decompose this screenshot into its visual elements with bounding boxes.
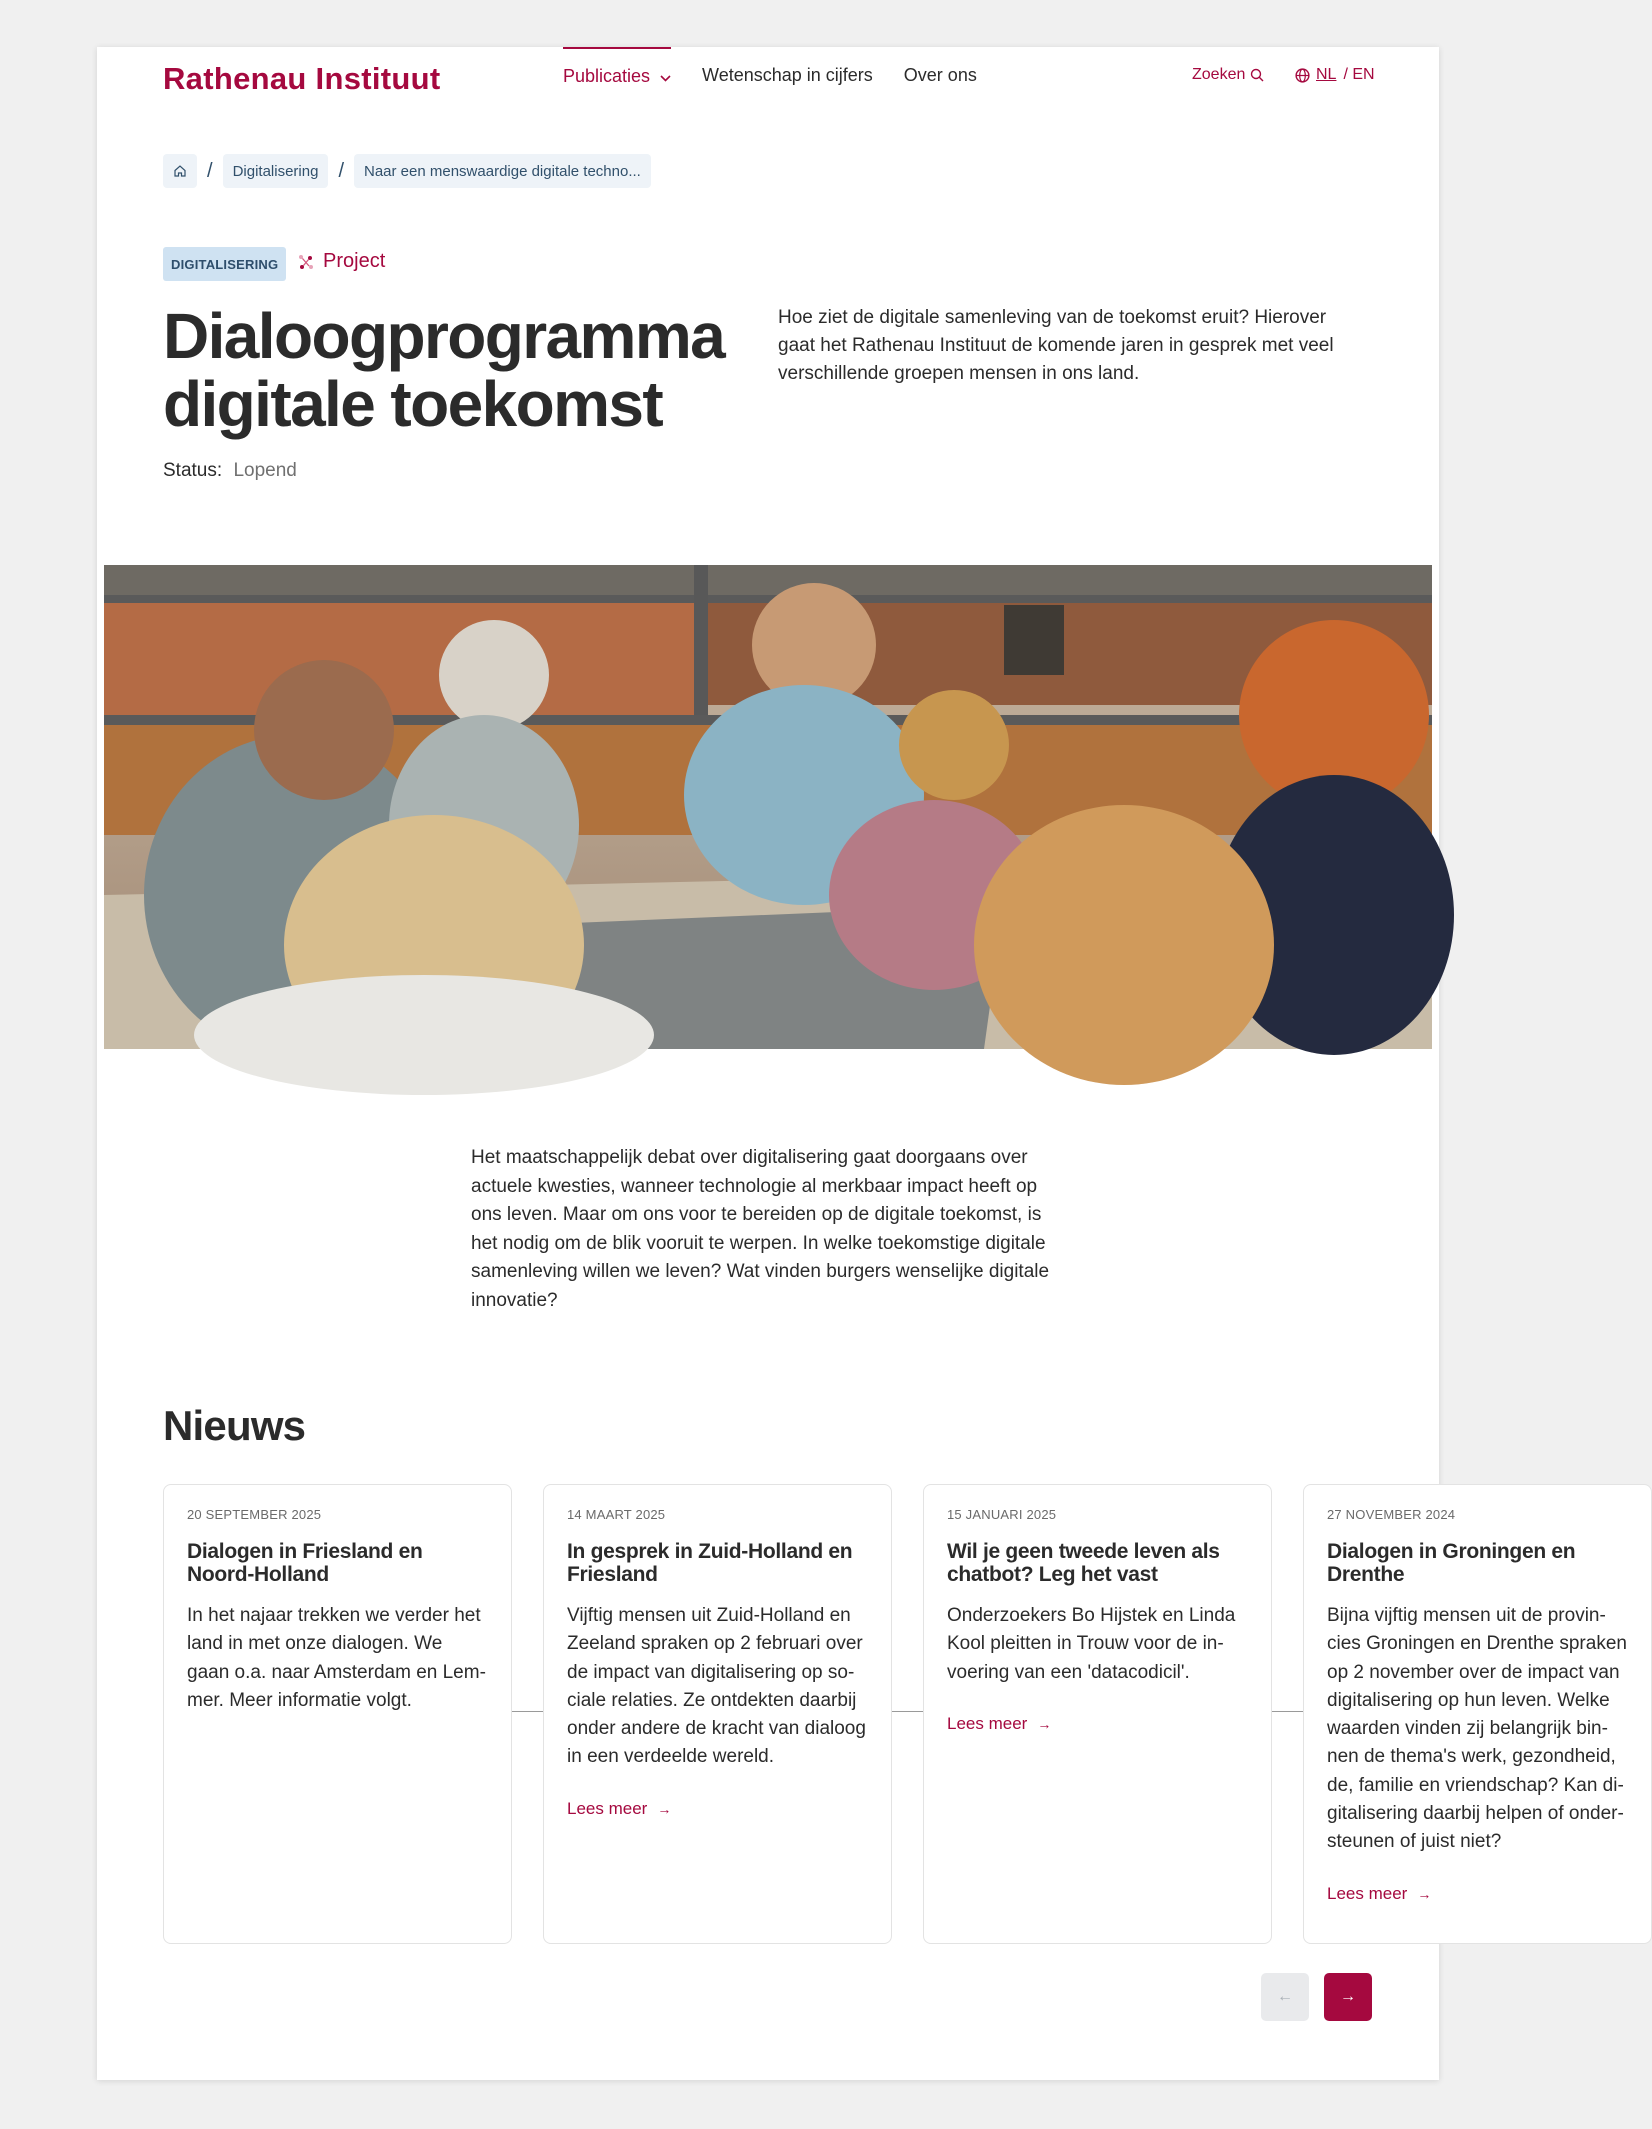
card-date: 20 SEPTEMBER 2025 (187, 1507, 322, 1522)
project-type (297, 250, 385, 273)
card-date: 14 MAART 2025 (567, 1507, 666, 1522)
home-icon (173, 164, 187, 178)
logo[interactable]: Rathenau Instituut (163, 61, 441, 96)
read-more-label: Lees meer (947, 1713, 1028, 1733)
search-label: Zoeken (1192, 66, 1246, 83)
read-more-label: Lees meer (567, 1798, 648, 1818)
news-card[interactable] (1303, 1484, 1652, 1944)
globe-icon (1295, 68, 1310, 83)
arrow-right-icon: → (1417, 1885, 1432, 1902)
card-date: 27 NOVEMBER 2024 (1327, 1507, 1456, 1522)
search-button[interactable] (1192, 66, 1264, 84)
news-heading: Nieuws (163, 1402, 306, 1449)
breadcrumb-separator: / (338, 159, 344, 182)
intro-text: Hoe ziet de digitale samenleving van de toekomst eruit? Hierover gaat het Rathenau Instituut de komende jaren in gesprek met veel verschillende groepen mensen in ons land. (778, 307, 1334, 384)
read-more-link[interactable] (1327, 1884, 1628, 1904)
arrow-right-icon: → (1340, 1988, 1356, 2005)
carousel-next-button[interactable] (1324, 1973, 1372, 2021)
hero-photo-illustration (104, 565, 1432, 1049)
breadcrumb-separator: / (207, 159, 213, 182)
lang-en[interactable]: / EN (1343, 66, 1375, 83)
nav-label: Publicaties (563, 65, 651, 86)
breadcrumb-item-digitalisering[interactable]: Digitalisering (223, 154, 329, 188)
card-text: Vijftig mensen uit Zuid-Holland en Zeeland spraken op 2 februari over de impact van digitalisering op sociale relaties. Ze ontdekten daarbij onder andere de kracht van dialoog in een verdeelde wereld. (567, 1605, 866, 1768)
card-title[interactable]: Dialogen in Friesland en Noord-Holland (187, 1540, 423, 1586)
page (97, 47, 1627, 2080)
news-card[interactable] (163, 1484, 512, 1944)
breadcrumb (163, 154, 651, 188)
status-value: Lopend (233, 460, 297, 481)
read-more-link[interactable] (567, 1799, 868, 1819)
card-title[interactable]: In gesprek in Zuid-Holland en Friesland (567, 1540, 853, 1586)
breadcrumb-home[interactable] (163, 154, 197, 188)
arrow-right-icon: → (657, 1800, 672, 1817)
carousel-prev-button[interactable] (1261, 1973, 1309, 2021)
nav-item-over-ons[interactable]: Over ons (903, 64, 977, 85)
chevron-down-icon (660, 70, 671, 85)
project-type-label: Project (323, 250, 386, 272)
nav-item-wetenschap[interactable]: Wetenschap in cijfers (702, 64, 873, 85)
arrow-left-icon: ← (1277, 1988, 1293, 2005)
card-text: Bijna vijftig mensen uit de provincies Groningen en Drenthe spraken op 2 november over de impact van digitalisering op hun leven. Welke waarden vinden zij belangrijk binnen de thema's werk, gezondheid, de, familie en vriendschap? Kan digitalisering daarbij helpen of ondersteunen of juist niet? (1327, 1605, 1627, 1853)
status (163, 460, 297, 482)
breadcrumb-item-current[interactable]: Naar een menswaardige digitale techno... (354, 154, 651, 188)
page-title: Dialoogprogramma digitale toekomst (163, 300, 725, 440)
status-label: Status: (163, 460, 223, 481)
news-card[interactable] (543, 1484, 892, 1944)
arrow-right-icon: → (1037, 1715, 1052, 1732)
card-text: In het najaar trekken we verder het land in met onze dialogen. We gaan o.a. naar Amsterdam en Lemmer. Meer informatie volgt. (187, 1605, 486, 1711)
nav-item-publicaties[interactable] (563, 47, 671, 103)
card-text: Onderzoekers Bo Hijstek en Linda Kool pleitten in Trouw voor de invoering van een 'datacodicil'. (947, 1605, 1236, 1683)
card-title[interactable]: Dialogen in Groningen en Drenthe (1327, 1540, 1576, 1586)
project-icon (297, 253, 315, 271)
search-icon (1250, 68, 1264, 82)
card-date: 15 JANUARI 2025 (947, 1507, 1057, 1522)
news-card[interactable] (923, 1484, 1272, 1944)
lang-nl[interactable]: NL (1316, 66, 1337, 83)
language-switcher (1295, 66, 1375, 84)
read-more-link[interactable] (947, 1714, 1248, 1734)
read-more-label: Lees meer (1327, 1883, 1408, 1903)
main-nav (563, 47, 1008, 103)
hero-photo (104, 565, 1432, 1049)
card-title[interactable]: Wil je geen tweede leven als chatbot? Leg het vast (947, 1540, 1220, 1586)
body-text: Het maatschappelijk debat over digitalisering gaat doorgaans over actuele kwesties, wanneer technologie al merkbaar impact heeft op ons leven. Maar om ons voor te bereiden op de digitale toekomst, is het nodig om de blik vooruit te werpen. In welke toekomstige digitale samenleving willen we leven? Wat vinden burgers wenselijke digitale innovatie? (471, 1147, 1050, 1311)
topic-tag[interactable]: DIGITALISERING (163, 247, 286, 281)
